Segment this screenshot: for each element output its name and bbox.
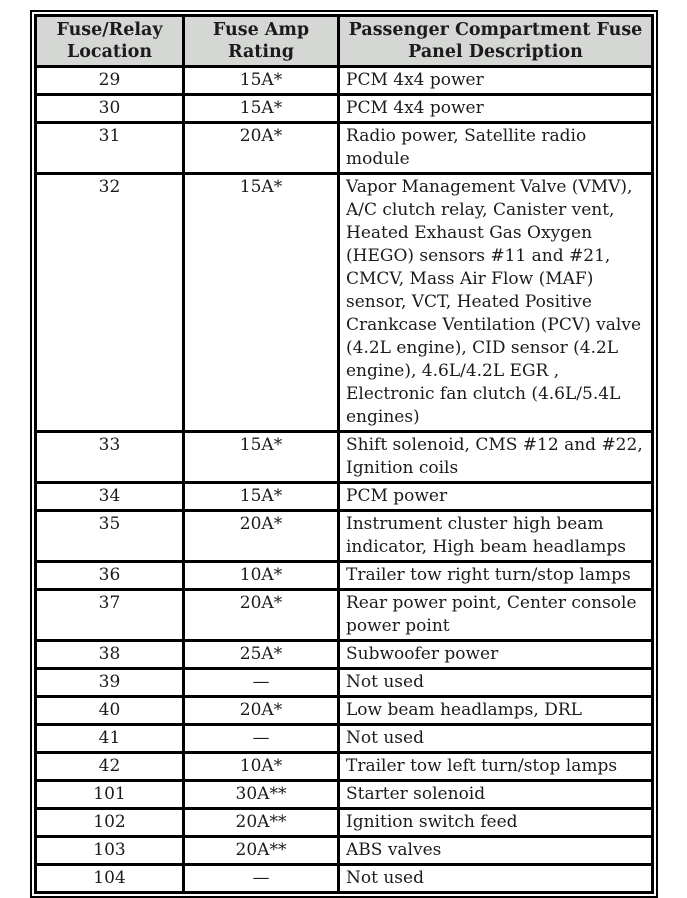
fuse-location-cell: 37	[36, 590, 184, 641]
fuse-amp-rating-cell: 20A*	[184, 697, 339, 725]
table-row	[36, 123, 653, 174]
header-row	[36, 16, 653, 67]
fuse-description-cell: Trailer tow right turn/stop lamps	[339, 562, 653, 590]
table-row	[36, 753, 653, 781]
fuse-location-cell: 30	[36, 95, 184, 123]
table-row	[36, 781, 653, 809]
fuse-amp-rating-cell: —	[184, 725, 339, 753]
header-fuse-relay-location: Fuse/Relay Location	[36, 16, 184, 67]
table-row	[36, 511, 653, 562]
fuse-amp-rating-cell: 20A**	[184, 837, 339, 865]
fuse-amp-rating-cell: 20A**	[184, 809, 339, 837]
fuse-amp-rating-cell: —	[184, 669, 339, 697]
fuse-location-cell: 33	[36, 432, 184, 483]
fuse-location-cell: 102	[36, 809, 184, 837]
fuse-location-cell: 35	[36, 511, 184, 562]
fuse-description-cell: Ignition switch feed	[339, 809, 653, 837]
table-row	[36, 95, 653, 123]
fuse-location-cell: 31	[36, 123, 184, 174]
fuse-table-header	[36, 16, 653, 67]
fuse-description-cell: Shift solenoid, CMS #12 and #22, Ignition coils	[339, 432, 653, 483]
fuse-location-cell: 29	[36, 67, 184, 95]
fuse-amp-rating-cell: 20A*	[184, 590, 339, 641]
fuse-amp-rating-cell: 20A*	[184, 123, 339, 174]
fuse-location-cell: 42	[36, 753, 184, 781]
table-row	[36, 590, 653, 641]
fuse-amp-rating-cell: 30A**	[184, 781, 339, 809]
fuse-description-cell: Not used	[339, 669, 653, 697]
table-row	[36, 432, 653, 483]
fuse-location-cell: 104	[36, 865, 184, 893]
table-row	[36, 483, 653, 511]
fuse-amp-rating-cell: 10A*	[184, 562, 339, 590]
fuse-amp-rating-cell: 15A*	[184, 483, 339, 511]
fuse-table-body	[36, 67, 653, 893]
fuse-location-cell: 34	[36, 483, 184, 511]
fuse-table	[34, 14, 654, 894]
fuse-description-cell: PCM 4x4 power	[339, 95, 653, 123]
fuse-location-cell: 32	[36, 174, 184, 432]
table-row	[36, 725, 653, 753]
header-panel-description: Passenger Compartment Fuse Panel Description	[339, 16, 653, 67]
fuse-location-cell: 40	[36, 697, 184, 725]
table-row	[36, 697, 653, 725]
fuse-description-cell: PCM 4x4 power	[339, 67, 653, 95]
table-row	[36, 865, 653, 893]
table-row	[36, 562, 653, 590]
fuse-amp-rating-cell: 20A*	[184, 511, 339, 562]
fuse-description-cell: Starter solenoid	[339, 781, 653, 809]
table-row	[36, 669, 653, 697]
fuse-description-cell: Not used	[339, 865, 653, 893]
fuse-location-cell: 38	[36, 641, 184, 669]
fuse-location-cell: 41	[36, 725, 184, 753]
table-row	[36, 809, 653, 837]
fuse-location-cell: 36	[36, 562, 184, 590]
fuse-description-cell: Low beam headlamps, DRL	[339, 697, 653, 725]
fuse-table-frame	[30, 10, 658, 898]
table-row	[36, 67, 653, 95]
fuse-description-cell: Not used	[339, 725, 653, 753]
fuse-location-cell: 103	[36, 837, 184, 865]
fuse-description-cell: Subwoofer power	[339, 641, 653, 669]
fuse-description-cell: Instrument cluster high beam indicator, High beam headlamps	[339, 511, 653, 562]
fuse-location-cell: 101	[36, 781, 184, 809]
fuse-description-cell: Radio power, Satellite radio module	[339, 123, 653, 174]
fuse-description-cell: PCM power	[339, 483, 653, 511]
fuse-description-cell: ABS valves	[339, 837, 653, 865]
table-row	[36, 174, 653, 432]
fuse-description-cell: Trailer tow left turn/stop lamps	[339, 753, 653, 781]
fuse-description-cell: Rear power point, Center console power point	[339, 590, 653, 641]
table-row	[36, 837, 653, 865]
fuse-amp-rating-cell: 25A*	[184, 641, 339, 669]
fuse-description-cell: Vapor Management Valve (VMV), A/C clutch relay, Canister vent, Heated Exhaust Gas Oxygen (HEGO) sensors #11 and #21, CMCV, Mass Air Flow (MAF) sensor, VCT, Heated Positive Crankcase Ventilation (PCV) valve (4.2L engine), CID sensor (4.2L engine), 4.6L/4.2L EGR , Electronic fan clutch (4.6L/5.4L engines)	[339, 174, 653, 432]
fuse-amp-rating-cell: 15A*	[184, 174, 339, 432]
header-fuse-amp-rating: Fuse Amp Rating	[184, 16, 339, 67]
table-row	[36, 641, 653, 669]
fuse-location-cell: 39	[36, 669, 184, 697]
fuse-amp-rating-cell: 15A*	[184, 67, 339, 95]
fuse-amp-rating-cell: 15A*	[184, 432, 339, 483]
fuse-amp-rating-cell: 15A*	[184, 95, 339, 123]
fuse-amp-rating-cell: 10A*	[184, 753, 339, 781]
fuse-amp-rating-cell: —	[184, 865, 339, 893]
